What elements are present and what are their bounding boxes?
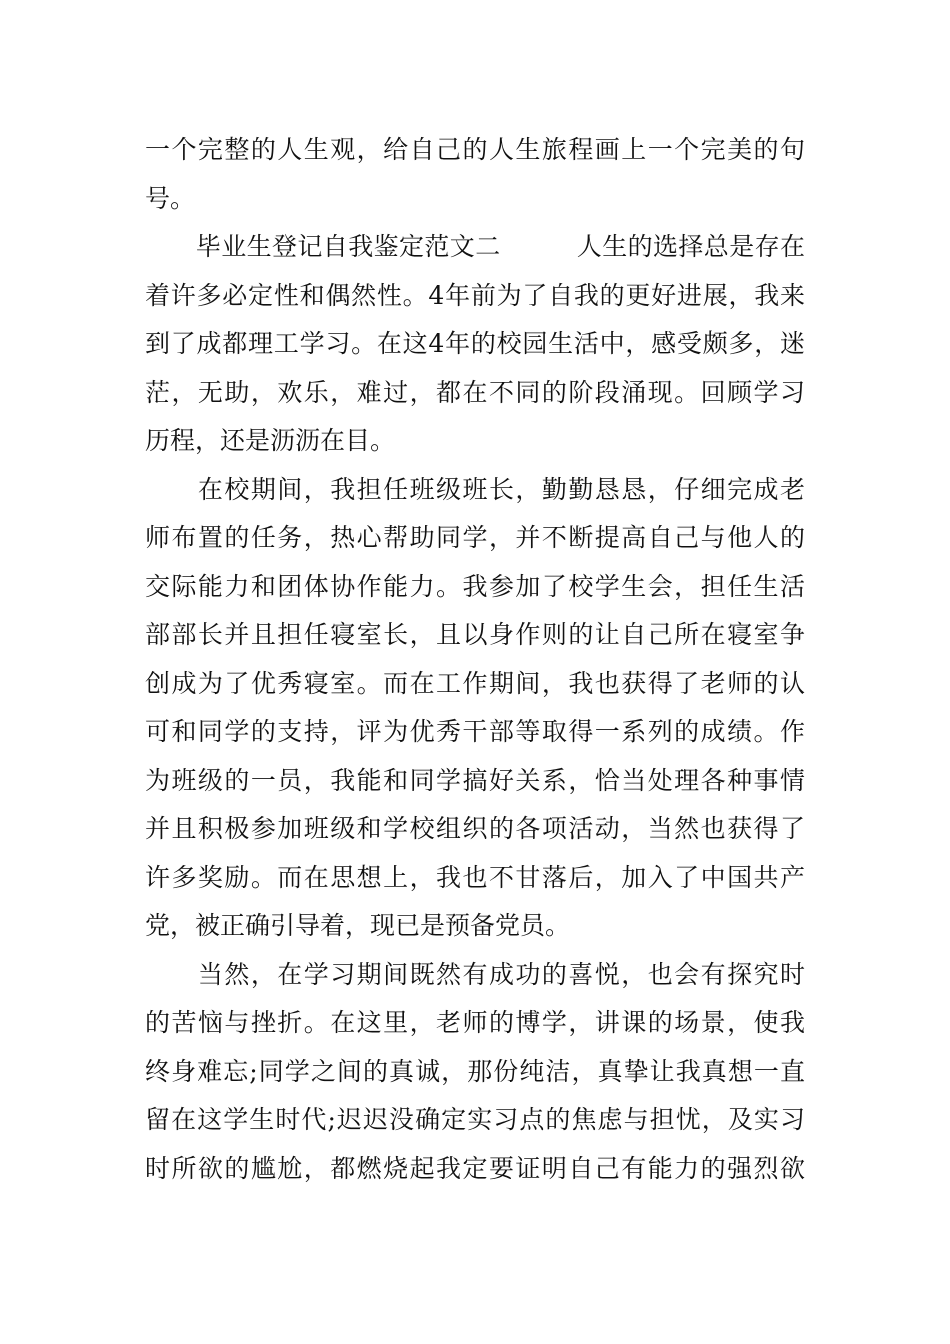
text-line: 号。: [145, 183, 196, 213]
text-line: 到了成都理工学习。在这4年的校园生活中，感受颇多，迷: [145, 329, 805, 358]
text-line: 师布置的任务，热心帮助同学，并不断提高自己与他人的: [145, 523, 805, 552]
text-line: 着许多必定性和偶然性。4年前为了自我的更好进展，我来: [145, 280, 805, 310]
text-line: 交际能力和团体协作能力。我参加了校学生会，担任生活: [145, 571, 805, 601]
text-line: 可和同学的支持，评为优秀干部等取得一系列的成绩。作: [145, 717, 805, 746]
text-line: 许多奖励。而在思想上，我也不甘落后，加入了中国共产: [145, 862, 805, 892]
text-line: 历程，还是沥沥在目。: [145, 426, 396, 455]
text-line: 部部长并且担任寝室长，且以身作则的让自己所在寝室争: [145, 620, 805, 649]
text-line: 终身难忘;同学之间的真诚，那份纯洁，真挚让我真想一直: [145, 1056, 805, 1086]
text-line: 一个完整的人生观，给自己的人生旅程画上一个完美的句: [145, 135, 805, 164]
text-line: 并且积极参加班级和学校组织的各项活动，当然也获得了: [145, 814, 805, 843]
text-line: 党，被正确引导着，现已是预备党员。: [145, 911, 571, 940]
body-text: [145, 126, 805, 1193]
text-line: 创成为了优秀寝室。而在工作期间，我也获得了老师的认: [145, 668, 805, 698]
text-line: 时所欲的尴尬，都燃烧起我定要证明自己有能力的强烈欲: [145, 1153, 805, 1183]
text-line: 的苦恼与挫折。在这里，老师的博学，讲课的场景，使我: [145, 1008, 805, 1037]
text-line: 茫，无助，欢乐，难过，都在不同的阶段涌现。回顾学习: [145, 377, 805, 407]
text-line: 为班级的一员，我能和同学搞好关系，恰当处理各种事情: [145, 765, 805, 795]
text-line: 当然，在学习期间既然有成功的喜悦，也会有探究时: [145, 959, 805, 989]
text-line: 毕业生登记自我鉴定范文二 人生的选择总是存在: [145, 232, 805, 261]
text-line: 留在这学生时代;迟迟没确定实习点的焦虑与担忧，及实习: [145, 1105, 805, 1134]
text-line: 在校期间，我担任班级班长，勤勤恳恳，仔细完成老: [145, 474, 805, 504]
